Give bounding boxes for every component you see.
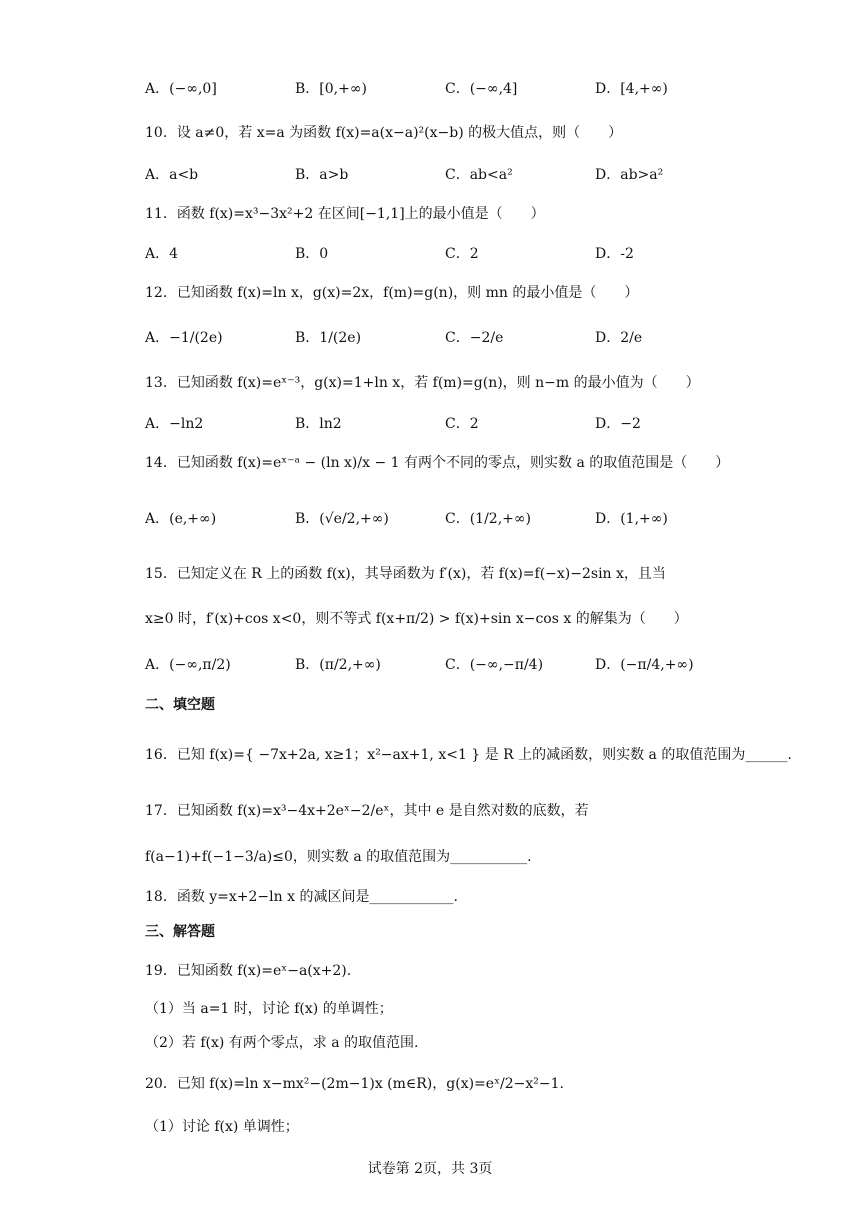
question-20-part-1: （1）讨论 f(x) 单调性； (145, 1119, 299, 1135)
q12-option-a: A．−1/(2e) (145, 330, 223, 346)
q15-option-a: A．(−∞,π/2) (145, 657, 231, 673)
question-15-line-1: 15．已知定义在 R 上的函数 f(x)，其导函数为 f′(x)，若 f(x)=f(−x)−2sin x，且当 (145, 566, 666, 582)
question-11: 11．函数 f(x)=x³−3x²+2 在区间[−1,1]上的最小值是（ ） (145, 206, 545, 222)
q13-option-c: C．2 (445, 416, 479, 432)
section-answer-heading: 三、解答题 (145, 924, 215, 940)
page-footer: 试卷第 2页，共 3页 (367, 1161, 493, 1177)
q14-option-d: D．(1,+∞) (595, 511, 668, 527)
question-15-line-2: x≥0 时，f′(x)+cos x<0，则不等式 f(x+π/2) > f(x)+sin x−cos x 的解集为（ ） (145, 611, 688, 627)
q11-option-b: B．0 (295, 246, 329, 262)
q11-option-c: C．2 (445, 246, 479, 262)
q13-option-d: D．−2 (595, 416, 641, 432)
question-10: 10．设 a≠0，若 x=a 为函数 f(x)=a(x−a)²(x−b) 的极大值点，则（ ） (145, 125, 623, 141)
section-fill-in-heading: 二、填空题 (145, 697, 215, 713)
q14-option-c: C．(1/2,+∞) (445, 511, 532, 527)
q15-option-c: C．(−∞,−π/4) (445, 657, 544, 673)
question-17-line-2: f(a−1)+f(−1−3/a)≤0，则实数 a 的取值范围为___________. (145, 849, 532, 865)
question-18: 18．函数 y=x+2−ln x 的减区间是____________. (145, 889, 458, 905)
q9-option-c: C．(−∞,4] (445, 81, 518, 97)
question-20: 20．已知 f(x)=ln x−mx²−(2m−1)x (m∈R)，g(x)=eˣ/2−x²−1. (145, 1076, 564, 1092)
question-19-part-1: （1）当 a=1 时，讨论 f(x) 的单调性； (145, 1001, 393, 1017)
q9-option-a: A．(−∞,0] (145, 81, 217, 97)
q14-option-a: A．(e,+∞) (145, 511, 217, 527)
question-14: 14．已知函数 f(x)=eˣ⁻ᵃ − (ln x)/x − 1 有两个不同的零点，则实数 a 的取值范围是（ ） (145, 455, 730, 471)
question-16: 16．已知 f(x)={ −7x+2a, x≥1；x²−ax+1, x<1 } 是 R 上的减函数，则实数 a 的取值范围为______. (145, 747, 792, 763)
q15-option-b: B．(π/2,+∞) (295, 657, 381, 673)
q12-option-b: B．1/(2e) (295, 330, 362, 346)
q14-option-b: B．(√e/2,+∞) (295, 511, 389, 527)
q13-option-b: B．ln2 (295, 416, 342, 432)
q9-option-b: B．[0,+∞) (295, 81, 367, 97)
question-12: 12．已知函数 f(x)=ln x，g(x)=2x，f(m)=g(n)，则 mn 的最小值是（ ） (145, 285, 639, 301)
q10-option-a: A．a<b (145, 167, 199, 183)
q10-option-c: C．ab<a² (445, 167, 513, 183)
q11-option-a: A．4 (145, 246, 179, 262)
q15-option-d: D．(−π/4,+∞) (595, 657, 694, 673)
question-13: 13．已知函数 f(x)=eˣ⁻³，g(x)=1+ln x，若 f(m)=g(n)，则 n−m 的最小值为（ ） (145, 375, 700, 391)
question-17-line-1: 17．已知函数 f(x)=x³−4x+2eˣ−2/eˣ，其中 e 是自然对数的底数，若 (145, 803, 589, 819)
q12-option-d: D．2/e (595, 330, 643, 346)
q9-option-d: D．[4,+∞) (595, 81, 668, 97)
question-19-part-2: （2）若 f(x) 有两个零点，求 a 的取值范围. (145, 1035, 419, 1051)
q10-option-d: D．ab>a² (595, 167, 664, 183)
q12-option-c: C．−2/e (445, 330, 504, 346)
q13-option-a: A．−ln2 (145, 416, 204, 432)
q10-option-b: B．a>b (295, 167, 349, 183)
question-19: 19．已知函数 f(x)=eˣ−a(x+2). (145, 963, 352, 979)
q11-option-d: D．-2 (595, 246, 634, 262)
